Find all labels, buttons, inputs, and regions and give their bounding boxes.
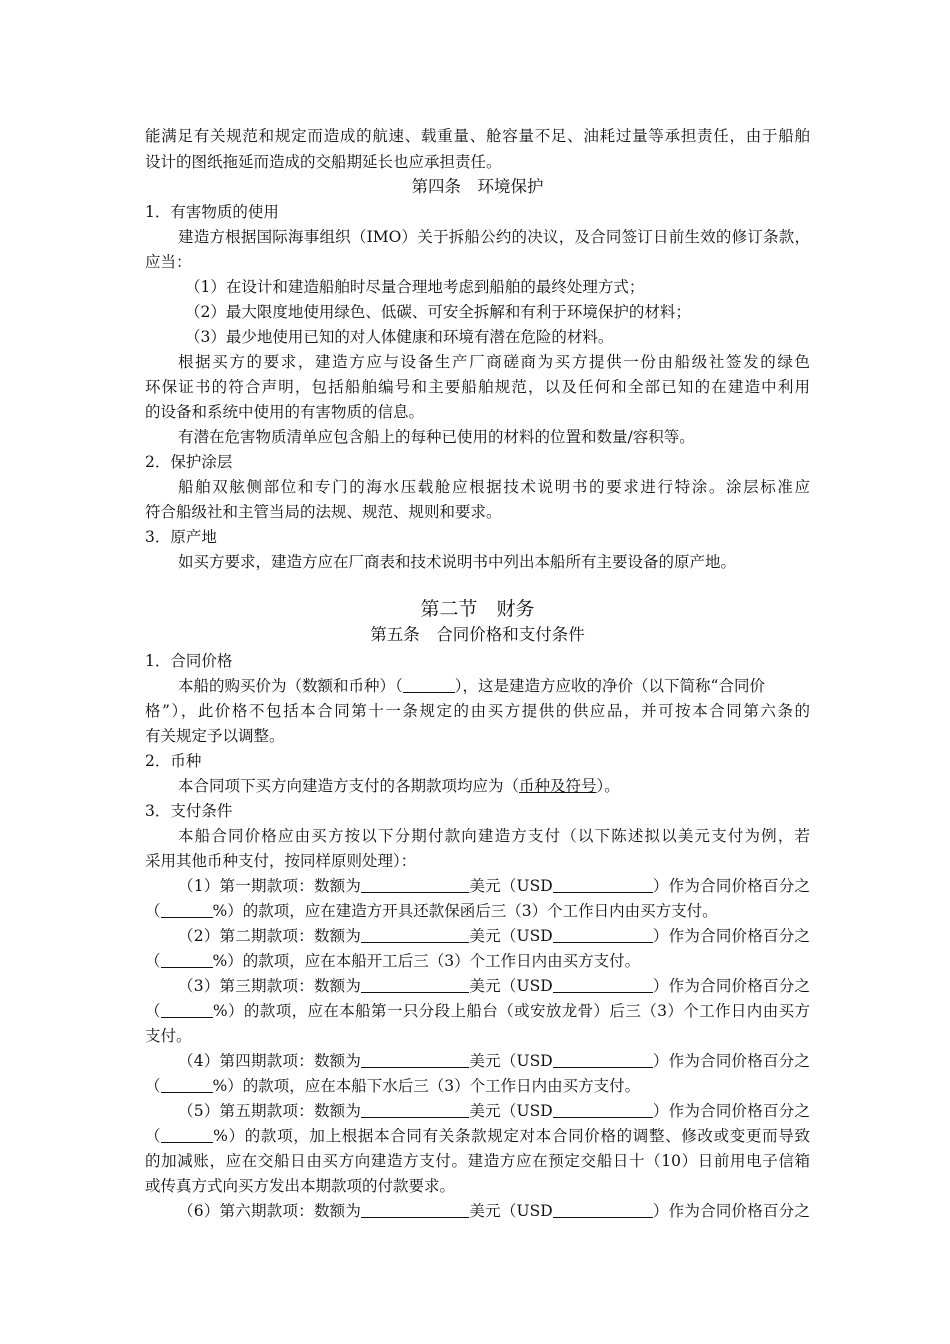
currency-placeholder[interactable]: 币种及符号 <box>519 777 597 795</box>
art5-p2-line1 <box>178 775 810 797</box>
usd-label: 美元（USD <box>469 877 553 895</box>
art5-p2-line1-a: 本合同项下买方向建造方支付的各期款项均应为（ <box>178 777 520 795</box>
amount-label: 数额为 <box>313 1052 362 1070</box>
amount-blank[interactable] <box>361 926 469 943</box>
installment-2-terms: 的款项，应在本船开工后三（3）个工作日内由买方支付。 <box>242 952 641 970</box>
art4-s1-item-3: （3）最少地使用已知的对人体健康和环境有潜在危险的材料。 <box>185 328 614 346</box>
percent-label: ）作为合同价格百分之 <box>652 1202 810 1220</box>
article-5-title: 第五条 合同价格和支付条件 <box>370 625 585 644</box>
installment-2-line2 <box>145 950 810 972</box>
art4-s1-heading: 1．有害物质的使用 <box>145 203 279 221</box>
art4-s3-line1: 如买方要求，建造方应在厂商表和技术说明书中列出本船所有主要设备的原产地。 <box>178 553 737 571</box>
installment-5-line2 <box>145 1125 810 1147</box>
installment-1-line2 <box>145 900 810 922</box>
installment-4-terms: 的款项，应在本船下水后三（3）个工作日内由买方支付。 <box>242 1077 641 1095</box>
installment-6-line1 <box>178 1200 810 1222</box>
art4-s1-p1-line2: 应当： <box>145 253 192 271</box>
paren-open: （ <box>145 1127 162 1145</box>
usd-blank[interactable] <box>553 976 653 993</box>
percent-close: %） <box>212 902 243 920</box>
section-2-title: 第二节 财务 <box>420 598 535 620</box>
art5-p1-line1-a: 本船的购买价为（数额和币种）（ <box>178 677 403 695</box>
amount-label: 数额为 <box>313 927 362 945</box>
percent-blank[interactable] <box>161 951 213 968</box>
usd-blank[interactable] <box>553 876 653 893</box>
art5-p1-line2: 格”），此价格不包括本合同第十一条规定的由买方提供的供应品，并可按本合同第六条的 <box>145 702 810 720</box>
art4-s1-p2-line1: 根据买方的要求，建造方应与设备生产厂商磋商为买方提供一份由船级社签发的绿色 <box>178 353 810 371</box>
installment-3-label: （3）第三期款项： <box>178 977 314 995</box>
percent-close: %） <box>213 1127 245 1145</box>
usd-blank[interactable] <box>553 1201 653 1218</box>
price-blank[interactable] <box>403 676 455 693</box>
amount-blank[interactable] <box>361 1201 469 1218</box>
installment-5-line1 <box>178 1100 810 1122</box>
percent-label: ）作为合同价格百分之 <box>652 1052 810 1070</box>
amount-label: 数额为 <box>313 977 362 995</box>
art5-p1-heading: 1．合同价格 <box>145 652 233 670</box>
installment-3-line1 <box>178 975 810 997</box>
installment-2-label: （2）第二期款项： <box>178 927 314 945</box>
art5-p3-line2: 采用其他币种支付，按同样原则处理）： <box>145 852 417 870</box>
amount-blank[interactable] <box>361 1051 469 1068</box>
installment-1-line1 <box>178 875 810 897</box>
art4-s1-p2-line3: 的设备和系统中使用的有害物质的信息。 <box>145 403 425 421</box>
amount-blank[interactable] <box>361 876 469 893</box>
art5-p2-heading: 2．币种 <box>145 752 202 770</box>
installment-3-line3: 支付。 <box>145 1027 192 1045</box>
art5-p1-line1 <box>178 675 810 697</box>
art4-s2-heading: 2．保护涂层 <box>145 453 233 471</box>
amount-label: 数额为 <box>313 1202 362 1220</box>
installment-3-line2 <box>145 1000 810 1022</box>
paren-open: （ <box>145 1077 161 1095</box>
percent-blank[interactable] <box>161 901 213 918</box>
art4-s1-item-2: （2）最大限度地使用绿色、低碳、可安全拆解和有利于环境保护的材料； <box>185 303 691 321</box>
article-4-title: 第四条 环境保护 <box>411 177 544 196</box>
percent-label: ）作为合同价格百分之 <box>652 1102 810 1120</box>
art5-p3-line1: 本船合同价格应由买方按以下分期付款向建造方支付（以下陈述拟以美元支付为例，若 <box>178 827 810 845</box>
usd-label: 美元（USD <box>469 1102 553 1120</box>
percent-close: %） <box>212 1077 243 1095</box>
installment-5-label: （5）第五期款项： <box>178 1102 314 1120</box>
art4-s1-p1-line1: 建造方根据国际海事组织（IMO）关于拆船公约的决议，及合同签订日前生效的修订条款， <box>178 228 810 246</box>
installment-6-label: （6）第六期款项： <box>178 1202 314 1220</box>
percent-label: ）作为合同价格百分之 <box>652 877 810 895</box>
percent-close: %） <box>212 952 243 970</box>
percent-blank[interactable] <box>161 1076 213 1093</box>
installment-1-label: （1）第一期款项： <box>178 877 314 895</box>
installment-5-line4: 或传真方式向买方发出本期款项的付款要求。 <box>145 1177 456 1195</box>
usd-blank[interactable] <box>553 1051 653 1068</box>
amount-label: 数额为 <box>313 1102 362 1120</box>
art5-p3-heading: 3．支付条件 <box>145 802 233 820</box>
paren-open: （ <box>145 902 161 920</box>
installment-1-terms: 的款项，应在建造方开具还款保函后三（3）个工作日内由买方支付。 <box>242 902 718 920</box>
installment-5-terms: 的款项，加上根据本合同有关条款规定对本合同价格的调整、修改或变更而导致 <box>244 1127 810 1145</box>
art5-p1-line1-b: ），这是建造方应收的净价（以下简称“合同价 <box>454 677 765 695</box>
percent-blank[interactable] <box>161 1001 213 1018</box>
installment-4-line1 <box>178 1050 810 1072</box>
installment-3-terms: 的款项，应在本船第一只分段上船台（或安放龙骨）后三（3）个工作日内由买方 <box>243 1002 810 1020</box>
installment-2-line1 <box>178 925 810 947</box>
art4-s1-p3: 有潜在危害物质清单应包含船上的每种已使用的材料的位置和数量/容积等。 <box>178 428 695 446</box>
usd-label: 美元（USD <box>469 1202 553 1220</box>
percent-blank[interactable] <box>161 1126 213 1143</box>
installment-4-line2 <box>145 1075 810 1097</box>
art5-p1-line3: 有关规定予以调整。 <box>145 727 285 745</box>
usd-blank[interactable] <box>553 1101 653 1118</box>
paren-open: （ <box>145 952 161 970</box>
continuation-line-1: 能满足有关规范和规定而造成的航速、载重量、舱容量不足、油耗过量等承担责任，由于船舶 <box>145 127 810 145</box>
amount-blank[interactable] <box>361 976 469 993</box>
paren-open: （ <box>145 1002 161 1020</box>
amount-blank[interactable] <box>361 1101 469 1118</box>
art4-s1-p2-line2: 环保证书的符合声明，包括船舶编号和主要船舶规范，以及任何和全部已知的在建造中利用 <box>145 378 810 396</box>
percent-label: ）作为合同价格百分之 <box>652 927 810 945</box>
usd-label: 美元（USD <box>469 977 553 995</box>
art4-s3-heading: 3．原产地 <box>145 528 217 546</box>
continuation-line-2: 设计的图纸拖延而造成的交船期延长也应承担责任。 <box>145 153 502 171</box>
usd-label: 美元（USD <box>469 1052 553 1070</box>
usd-label: 美元（USD <box>469 927 553 945</box>
art5-p2-line1-b: ）。 <box>596 777 620 795</box>
amount-label: 数额为 <box>313 877 362 895</box>
art4-s1-item-1: （1）在设计和建造船舶时尽量合理地考虑到船舶的最终处理方式； <box>185 278 645 296</box>
installment-5-line3: 的加减账，应在交船日由买方向建造方支付。建造方应在预定交船日十（10）日前用电子信箱 <box>145 1152 810 1170</box>
art4-s2-line2: 符合船级社和主管当局的法规、规范、规则和要求。 <box>145 503 502 521</box>
art4-s2-line1: 船舶双舷侧部位和专门的海水压载舱应根据技术说明书的要求进行特涂。涂层标准应 <box>178 478 810 496</box>
installment-4-label: （4）第四期款项： <box>178 1052 314 1070</box>
usd-blank[interactable] <box>553 926 653 943</box>
percent-close: %） <box>212 1002 244 1020</box>
percent-label: ）作为合同价格百分之 <box>652 977 810 995</box>
